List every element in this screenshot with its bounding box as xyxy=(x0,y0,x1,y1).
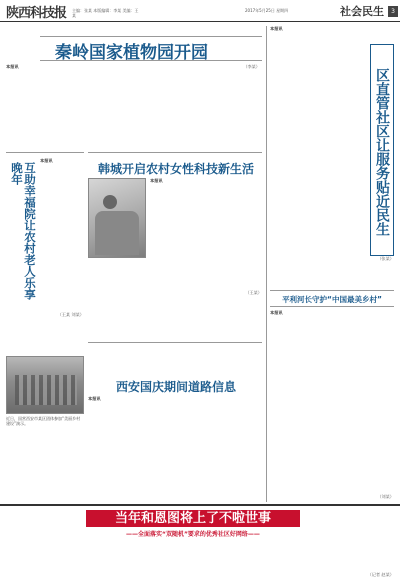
photo-person-shape xyxy=(103,195,117,209)
section-name: 社会民生 xyxy=(340,5,384,18)
article-4-intro xyxy=(88,346,262,376)
bottom-feature-col-2 xyxy=(86,540,192,580)
article-4-col-2 xyxy=(147,396,203,500)
article-1-col-3 xyxy=(134,64,194,150)
article-2-col-2 xyxy=(6,312,84,354)
article-3-byline: 本报讯 xyxy=(150,178,163,183)
photo-crowd-shape xyxy=(15,375,77,405)
article-1-title: 秦岭国家植物园开园 xyxy=(55,43,208,63)
bottom-feature-col-4 xyxy=(304,508,394,580)
bottom-feature-title: 当年和恩图将上了不啦世事 xyxy=(86,510,300,527)
bottom-feature-col-1 xyxy=(6,508,82,580)
article-3-col-1 xyxy=(150,178,204,288)
article-1-col-2 xyxy=(70,64,130,150)
article-3-end-byline: （王某） xyxy=(245,290,262,295)
article-6-title: 平利河长守护“中国最美乡村” xyxy=(282,295,382,304)
divider xyxy=(0,504,400,506)
divider xyxy=(40,36,262,37)
article-6-end-byline: （刘某） xyxy=(377,494,394,499)
article-4-byline: 本报讯 xyxy=(88,396,101,401)
article-2-byline: 本报讯 xyxy=(40,158,53,163)
article-1-col-4 xyxy=(198,64,260,150)
divider xyxy=(40,60,262,61)
article-3-title: 韩城开启农村女性科技新生活 xyxy=(98,162,255,176)
page-number: 3 xyxy=(388,6,398,17)
article-2-photo xyxy=(6,356,84,414)
article-4-title: 西安国庆期间道路信息 xyxy=(116,380,237,394)
bottom-feature-end-byline: （记者 赵某） xyxy=(367,572,394,577)
article-1-end-byline: （李某） xyxy=(243,64,260,69)
article-4-col-3 xyxy=(206,396,262,500)
divider xyxy=(270,290,394,291)
article-5-col-1 xyxy=(270,26,366,164)
article-5-col-3 xyxy=(270,256,394,286)
edition-info: 主编：张某 本版编辑：李某 美编：王某 xyxy=(72,8,139,18)
article-5-byline: 本报讯 xyxy=(270,26,283,31)
article-3-col-4 xyxy=(88,290,262,340)
article-2-title: 互助幸福院让农村老人乐享晚年 xyxy=(10,162,37,300)
article-3-photo xyxy=(88,178,146,258)
photo-person-shape xyxy=(95,211,139,255)
photo-caption: 近日，国营西安市某区团体参加“美丽乡村建设”演示。 xyxy=(6,416,81,426)
article-5-title: 区直管社区让服务贴近民生 xyxy=(370,44,394,256)
article-1-byline: 本报讯 xyxy=(6,64,19,69)
issue-date: 2017年5月25日 星期四 xyxy=(245,8,289,13)
article-2-col-1 xyxy=(40,158,84,308)
article-5-col-2 xyxy=(270,166,366,254)
article-5-end-byline: （张某） xyxy=(377,256,394,261)
divider xyxy=(88,342,262,343)
bottom-feature-subtitle: ——全面落实“双随机”要求的优秀社区好网络—— xyxy=(126,531,260,538)
article-1-col-1 xyxy=(6,64,66,150)
masthead: 陕西科技报 xyxy=(6,6,67,21)
article-2-end-byline: （王某 刘某） xyxy=(57,312,84,317)
divider xyxy=(270,306,394,307)
article-3-col-3 xyxy=(88,262,146,288)
article-4-col-1 xyxy=(88,396,144,500)
article-6-byline: 本报讯 xyxy=(270,310,283,315)
column-divider xyxy=(266,26,267,502)
bottom-feature-col-3 xyxy=(196,540,300,580)
article-3-col-2 xyxy=(208,178,262,288)
article-6-body xyxy=(270,310,394,502)
divider xyxy=(6,152,84,153)
divider xyxy=(88,152,262,153)
